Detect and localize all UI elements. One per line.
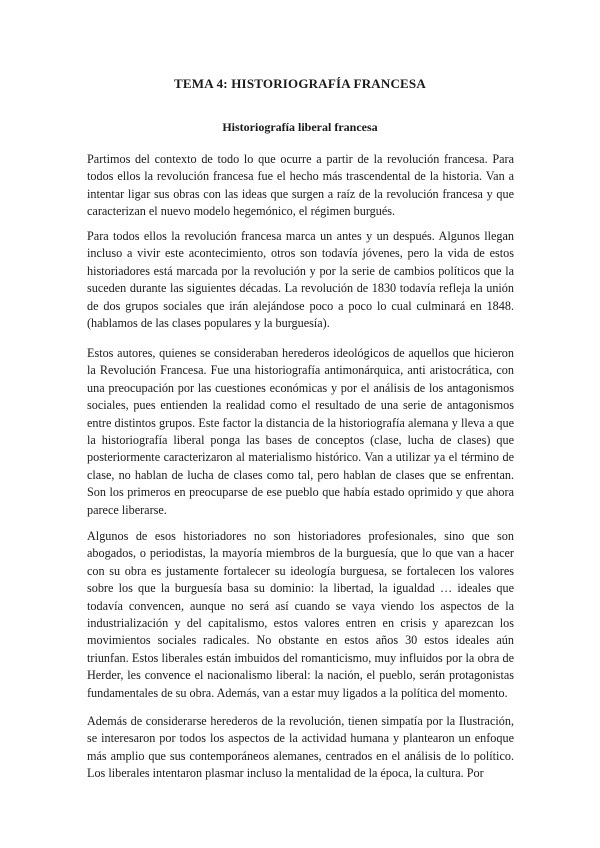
paragraph-4: Algunos de esos historiadores no son historiadores profesionales, sino que son abogados, o periodistas, la mayoría miembros de la burguesía, que lo que van a hacer con su obra es justamente fortalecer su ideología burguesa, se fortalecen los valores sobre los que la burguesía basa su dominio: la libertad, la igualdad … ideales que todavía convencen, aunque no será así cuando se vaya viendo los aspectos de la industrialización y del capitalismo, estos valores entren en crisis y aparezcan los movimientos sociales radicales. No obstante en estos años 30 estos ideales aún triunfan. Estos liberales están imbuidos del romanticismo, muy influidos por la obra de Herder, les convence el nacionalismo liberal: la nación, el pueblo, serán protagonistas fundamentales de su obra. Además, van a estar muy ligados a la política del momento. bbox=[87, 529, 514, 700]
paragraph-1: Partimos del contexto de todo lo que ocurre a partir de la revolución francesa. Para todos ellos la revolución francesa fue el hecho más trascendental de la historia. Van a intentar ligar sus obras con las ideas que surgen a raíz de la revolución francesa y que caracterizan el nuevo modelo hegemónico, el régimen burgués. bbox=[87, 152, 514, 219]
document-title: TEMA 4: HISTORIOGRAFÍA FRANCESA bbox=[174, 76, 426, 91]
paragraph-5: Además de considerarse herederos de la revolución, tienen simpatía por la Ilustración, se interesaron por todos los aspectos de la actividad humana y plantearon un enfoque más amplio que sus contemporáneos alemanes, centrados en el análisis de lo político. Los liberales intentaron plasmar incluso la mentalidad de la época, la cultura. Por bbox=[87, 714, 514, 781]
section-subtitle: Historiografía liberal francesa bbox=[222, 120, 378, 134]
paragraph-2: Para todos ellos la revolución francesa marca un antes y un después. Algunos llegan incluso a vivir este acontecimiento, otros son todavía jóvenes, pero la vida de estos historiadores está marcada por la revolución y por la serie de cambios políticos que la suceden durante las siguientes décadas. La revolución de 1830 todavía refleja la unión de dos grupos sociales que irán alejándose poco a poco lo cual culminará en 1848. (hablamos de las clases populares y la burguesía). bbox=[87, 229, 514, 331]
paragraph-3: Estos autores, quienes se consideraban herederos ideológicos de aquellos que hicieron la Revolución Francesa. Fue una historiografía antimonárquica, anti aristocrática, con una preocupación por las cuestiones económicas y por el análisis de los antagonismos sociales, pues entienden la realidad como el resultado de una serie de antagonismos entre distintos grupos. Este factor la distancia de la historiografía alemana y lleva a que la historiografía liberal ponga las bases de conceptos (clase, lucha de clases) que posteriormente caracterizaron al materialismo histórico. Van a utilizar ya el término de clase, no hablan de lucha de clases como tal, pero hablan de clases que se enfrentan. Son los primeros en preocuparse de ese pueblo que había estado oprimido y que ahora parece liberarse. bbox=[87, 346, 514, 517]
